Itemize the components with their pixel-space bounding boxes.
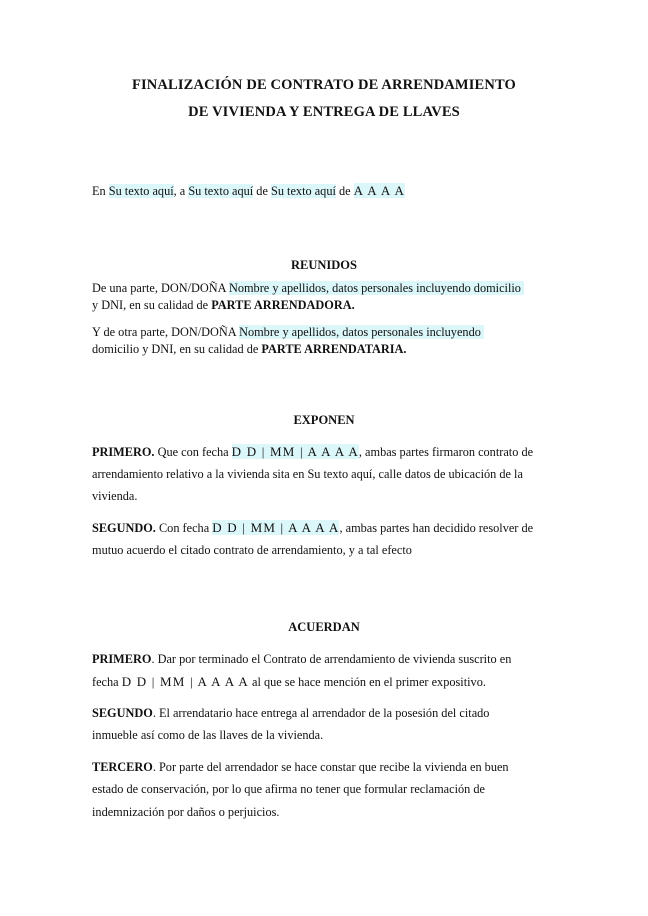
exponen-primero-line-2: arrendamiento relativo a la vivienda sita en Su texto aquí, calle datos de ubicación de la xyxy=(92,467,523,481)
acuerdan-primero-label: PRIMERO xyxy=(92,652,152,666)
exponen-segundo-line-2: mutuo acuerdo el citado contrato de arrendamiento, y a tal efecto xyxy=(92,543,412,557)
arrendador-details-field[interactable]: Nombre y apellidos, datos personales incluyendo domicilio xyxy=(229,281,524,295)
acuerdan-primero-fecha: fecha xyxy=(92,675,122,689)
reunidos-p2-prefix: Y de otra parte, DON/DOÑA xyxy=(92,325,240,339)
exponen-primero-line-1 xyxy=(92,444,533,460)
acuerdan-primero-line-1 xyxy=(92,652,511,667)
place-prefix: En xyxy=(92,184,109,198)
place-sep-3: de xyxy=(335,184,354,198)
place-year-field[interactable]: A A A A xyxy=(353,183,406,198)
arrendatario-details-field[interactable]: Nombre y apellidos, datos personales incluyendo xyxy=(239,325,484,339)
place-sep-1: , a xyxy=(173,184,189,198)
acuerdan-heading: ACUERDAN xyxy=(288,620,360,634)
parte-arrendadora-label: PARTE ARRENDADORA. xyxy=(211,298,355,312)
acuerdan-tercero-line-2: estado de conservación, por lo que afirma no tener que formular reclamación de xyxy=(92,782,485,796)
reunidos-p2-line-1 xyxy=(92,325,484,340)
document-title-line-1: FINALIZACIÓN DE CONTRATO DE ARRENDAMIENTO xyxy=(131,77,516,93)
acuerdan-primero-date: D D | MM | A A A A xyxy=(121,674,249,689)
acuerdan-primero-post: al que se hace mención en el primer expositivo. xyxy=(248,675,486,689)
place-sep-2: de xyxy=(253,184,271,198)
exponen-heading: EXPONEN xyxy=(293,413,355,427)
exponen-segundo-date-field[interactable]: D D | MM | A A A A xyxy=(212,520,340,535)
place-date-line xyxy=(92,183,405,199)
arrendador-dni-text: y DNI xyxy=(92,298,124,312)
parte-arrendataria-label: PARTE ARRENDATARIA. xyxy=(261,342,407,356)
acuerdan-primero-text: . Dar por terminado el Contrato de arrendamiento de vivienda suscrito en xyxy=(151,652,512,666)
reunidos-p1-line-1 xyxy=(92,281,524,296)
acuerdan-tercero-line-3: indemnización por daños o perjuicios. xyxy=(92,805,280,819)
place-field-1[interactable]: Su texto aquí xyxy=(108,184,174,198)
exponen-primero-label: PRIMERO. xyxy=(92,445,155,459)
exponen-segundo-label: SEGUNDO. xyxy=(92,521,156,535)
reunidos-heading: REUNIDOS xyxy=(291,258,357,272)
acuerdan-tercero-text: . Por parte del arrendador se hace constar que recibe la vivienda en buen xyxy=(152,760,509,774)
exponen-primero-prefix: Que con fecha xyxy=(154,445,232,459)
acuerdan-primero-line-2 xyxy=(92,674,486,690)
acuerdan-segundo-line-1 xyxy=(92,706,489,721)
reunidos-p1-calidad: , en su calidad de xyxy=(123,298,212,312)
acuerdan-tercero-line-1 xyxy=(92,760,509,775)
reunidos-p2-line-2 xyxy=(92,342,407,357)
acuerdan-segundo-text: . El arrendatario hace entrega al arrendador de la posesión del citado xyxy=(152,706,490,720)
exponen-primero-date-field[interactable]: D D | MM | A A A A xyxy=(231,444,359,459)
exponen-segundo-prefix: Con fecha xyxy=(155,521,213,535)
place-field-3[interactable]: Su texto aquí xyxy=(271,184,336,198)
acuerdan-segundo-line-2: inmueble así como de las llaves de la vivienda. xyxy=(92,728,324,742)
document-title-line-2: DE VIVIENDA Y ENTREGA DE LLAVES xyxy=(188,104,460,120)
reunidos-p1-line-2 xyxy=(92,298,355,313)
acuerdan-tercero-label: TERCERO xyxy=(92,760,153,774)
place-field-2[interactable]: Su texto aquí xyxy=(188,184,254,198)
exponen-primero-line-3: vivienda. xyxy=(92,489,138,503)
acuerdan-segundo-label: SEGUNDO xyxy=(92,706,153,720)
exponen-primero-post: , ambas partes firmaron contrato de xyxy=(358,445,534,459)
reunidos-p2-calidad: , en su calidad de xyxy=(173,342,262,356)
exponen-segundo-line-1 xyxy=(92,520,533,536)
reunidos-p1-prefix: De una parte, DON/DOÑA xyxy=(92,281,229,295)
exponen-segundo-post: , ambas partes han decidido resolver de xyxy=(339,521,534,535)
arrendatario-dni-text: domicilio y DNI xyxy=(92,342,174,356)
